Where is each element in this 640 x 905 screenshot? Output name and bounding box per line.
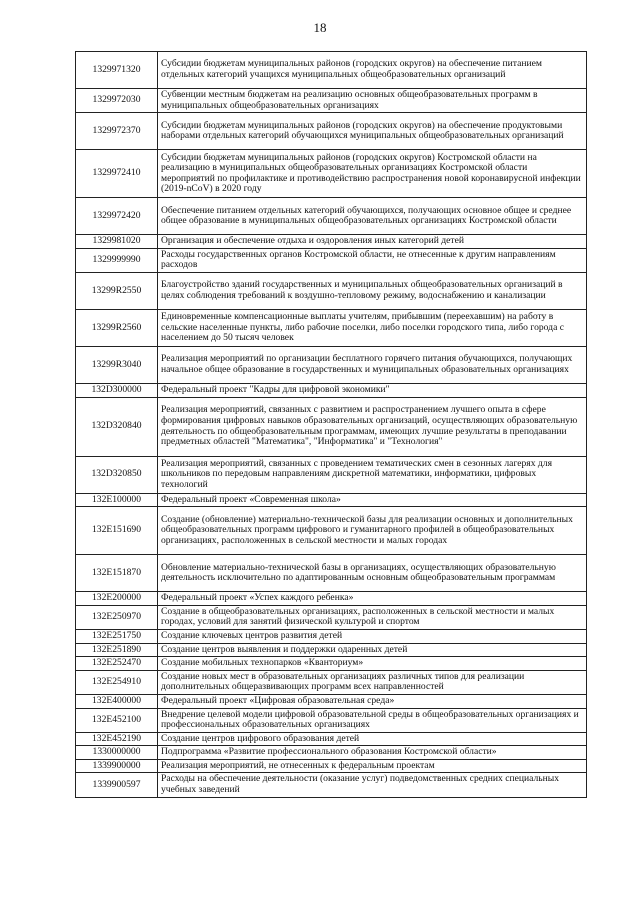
- table-row: [76, 456, 587, 493]
- description-cell: Расходы государственных органов Костромской области, не отнесенные к другим направлениям расходов: [158, 248, 587, 272]
- budget-code-cell: 1329999990: [76, 248, 158, 272]
- table-row: [76, 346, 587, 383]
- table-row: [76, 52, 587, 89]
- budget-code-cell: 1329972410: [76, 150, 158, 198]
- table-row: [76, 493, 587, 507]
- table-row: [76, 555, 587, 592]
- table-row: [76, 592, 587, 606]
- description-cell: Создание (обновление) материально-технической базы для реализации основных и дополнительных общеобразовательных программ цифрового и гуманитарного профилей в общеобразовательных организациях, расположенных в сельской местности и малых городах: [158, 507, 587, 555]
- budget-code-cell: 132D320850: [76, 456, 158, 493]
- table-row: [76, 708, 587, 732]
- description-cell: Создание центров цифрового образования детей: [158, 732, 587, 746]
- budget-code-cell: 1330000000: [76, 746, 158, 760]
- table-row: [76, 746, 587, 760]
- description-cell: Субвенции местным бюджетам на реализацию основных общеобразовательных программ в муниципальных общеобразовательных организациях: [158, 89, 587, 113]
- table-row: [76, 198, 587, 235]
- table-row: [76, 643, 587, 657]
- budget-code-cell: 1329972420: [76, 198, 158, 235]
- description-cell: Организация и обеспечение отдыха и оздоровления иных категорий детей: [158, 235, 587, 249]
- table-body: [76, 52, 587, 798]
- description-cell: Федеральный проект «Цифровая образовательная среда»: [158, 694, 587, 708]
- description-cell: Единовременные компенсационные выплаты учителям, прибывшим (переехавшим) на работу в сельские населенные пункты, либо рабочие поселки, либо поселки городского типа, либо города с населением до 50 тысяч человек: [158, 309, 587, 346]
- description-cell: Расходы на обеспечение деятельности (оказание услуг) подведомственных средних специальных учебных заведений: [158, 773, 587, 797]
- budget-code-cell: 132E151690: [76, 507, 158, 555]
- description-cell: Субсидии бюджетам муниципальных районов (городских округов) на обеспечение продуктовыми наборами отдельных категорий обучающихся муниципальных общеобразовательных организаций: [158, 113, 587, 150]
- budget-code-cell: 132E251750: [76, 629, 158, 643]
- description-cell: Реализация мероприятий, связанных с проведением тематических смен в сезонных лагерях для школьников по передовым направлениям дискретной математики, информатики, цифровых технологий: [158, 456, 587, 493]
- description-cell: Федеральный проект «Современная школа»: [158, 493, 587, 507]
- table-row: [76, 89, 587, 113]
- budget-code-cell: 132E100000: [76, 493, 158, 507]
- description-cell: Внедрение целевой модели цифровой образовательной среды в общеобразовательных организациях и профессиональных образовательных организациях: [158, 708, 587, 732]
- budget-codes-table: [75, 51, 587, 798]
- table-row: [76, 657, 587, 671]
- budget-code-cell: 132E452190: [76, 732, 158, 746]
- description-cell: Субсидии бюджетам муниципальных районов (городских округов) Костромской области на реализацию в муниципальных общеобразовательных организациях Костромской области мероприятий по профилактике и противодействию распространения новой коронавирусной инфекции (2019-nCoV) в 2020 году: [158, 150, 587, 198]
- budget-code-cell: 132D300000: [76, 383, 158, 397]
- description-cell: Благоустройство зданий государственных и муниципальных общеобразовательных организаций в целях соблюдения требований к воздушно-тепловому режиму, водоснабжению и канализации: [158, 272, 587, 309]
- budget-code-cell: 1329981020: [76, 235, 158, 249]
- budget-code-cell: 13299R3040: [76, 346, 158, 383]
- description-cell: Обеспечение питанием отдельных категорий обучающихся, получающих основное общее и среднее общее образование в муниципальных общеобразовательных организациях Костромской области: [158, 198, 587, 235]
- table-row: [76, 272, 587, 309]
- description-cell: Создание центров выявления и поддержки одаренных детей: [158, 643, 587, 657]
- description-cell: Создание новых мест в образовательных организациях различных типов для реализации дополнительных общеразвивающих программ всех направленностей: [158, 670, 587, 694]
- description-cell: Подпрограмма «Развитие профессионального образования Костромской области»: [158, 746, 587, 760]
- budget-code-cell: 132E252470: [76, 657, 158, 671]
- page-number: 18: [313, 20, 327, 35]
- table-row: [76, 113, 587, 150]
- table-row: [76, 732, 587, 746]
- description-cell: Реализация мероприятий, не отнесенных к федеральным проектам: [158, 759, 587, 773]
- table-row: [76, 759, 587, 773]
- budget-code-cell: 132E452100: [76, 708, 158, 732]
- table-row: [76, 605, 587, 629]
- table-row: [76, 383, 587, 397]
- table-row: [76, 773, 587, 797]
- table-row: [76, 248, 587, 272]
- table-row: [76, 507, 587, 555]
- table-row: [76, 694, 587, 708]
- description-cell: Обновление материально-технической базы в организациях, осуществляющих образовательную деятельность исключительно по адаптированным основным общеобразовательным программам: [158, 555, 587, 592]
- table-row: [76, 309, 587, 346]
- description-cell: Федеральный проект "Кадры для цифровой экономики": [158, 383, 587, 397]
- description-cell: Реализация мероприятий по организации бесплатного горячего питания обучающихся, получающих начальное общее образование в государственных и муниципальных образовательных организациях: [158, 346, 587, 383]
- budget-code-cell: 1339900597: [76, 773, 158, 797]
- description-cell: Федеральный проект «Успех каждого ребенка»: [158, 592, 587, 606]
- budget-code-cell: 132D320840: [76, 397, 158, 456]
- table-row: [76, 150, 587, 198]
- budget-code-cell: 132E254910: [76, 670, 158, 694]
- budget-code-cell: 1329971320: [76, 52, 158, 89]
- budget-code-cell: 1339900000: [76, 759, 158, 773]
- budget-code-cell: 13299R2560: [76, 309, 158, 346]
- budget-code-cell: 132E251890: [76, 643, 158, 657]
- description-cell: Субсидии бюджетам муниципальных районов (городских округов) на обеспечение питанием отдельных категорий учащихся муниципальных общеобразовательных организаций: [158, 52, 587, 89]
- table-row: [76, 629, 587, 643]
- budget-code-cell: 132E200000: [76, 592, 158, 606]
- budget-code-cell: 132E250970: [76, 605, 158, 629]
- description-cell: Создание в общеобразовательных организациях, расположенных в сельской местности и малых городах, условий для занятий физической культурой и спортом: [158, 605, 587, 629]
- description-cell: Создание мобильных технопарков «Кванториум»: [158, 657, 587, 671]
- table-row: [76, 670, 587, 694]
- description-cell: Реализация мероприятий, связанных с развитием и распространением лучшего опыта в сфере формирования цифровых навыков образовательных организаций, осуществляющих образовательную деятельность по общеобразовательным программам, имеющих лучшие результаты в преподавании предметных областей "Математика", "Информатика" и "Технология": [158, 397, 587, 456]
- budget-code-cell: 1329972030: [76, 89, 158, 113]
- budget-code-cell: 132E400000: [76, 694, 158, 708]
- budget-code-cell: 1329972370: [76, 113, 158, 150]
- description-cell: Создание ключевых центров развития детей: [158, 629, 587, 643]
- table-row: [76, 397, 587, 456]
- table-row: [76, 235, 587, 249]
- budget-code-cell: 13299R2550: [76, 272, 158, 309]
- budget-code-cell: 132E151870: [76, 555, 158, 592]
